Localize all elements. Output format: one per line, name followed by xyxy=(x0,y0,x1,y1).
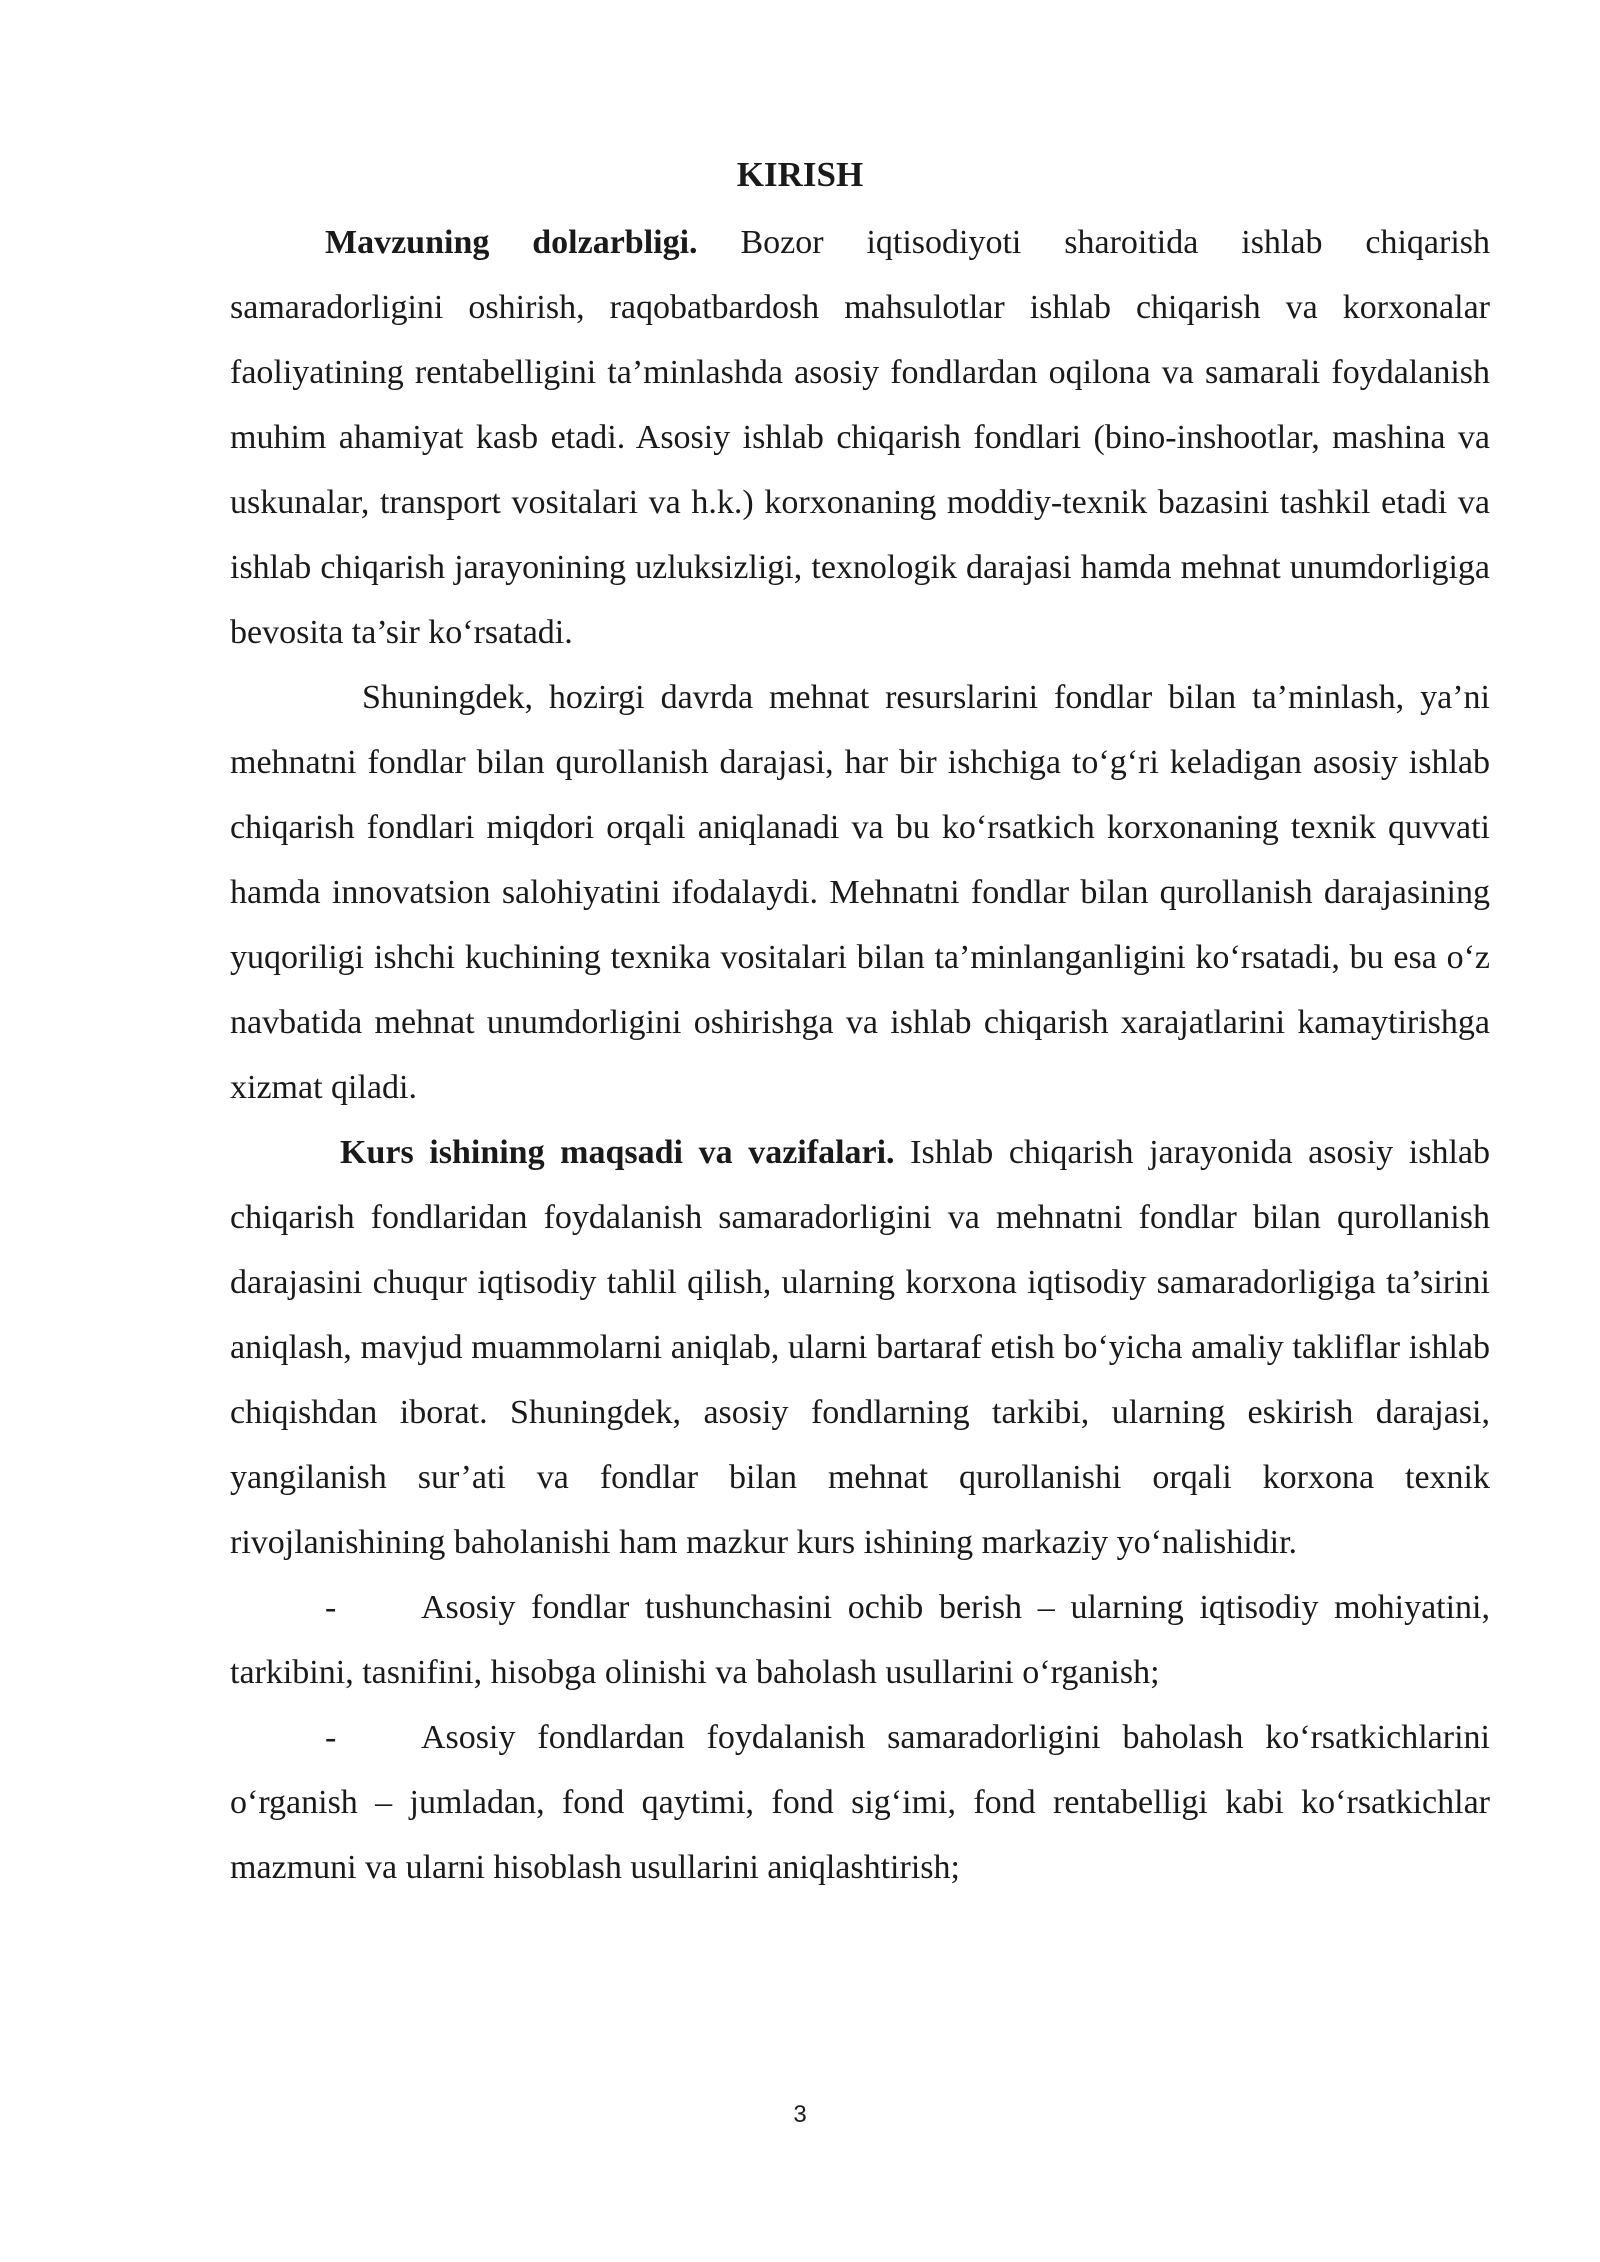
paragraph-relevance xyxy=(230,210,1490,665)
paragraph-text-relevance: Bozor iqtisodiyoti sharoitida ishlab chiqarish samaradorligini oshirish, raqobatbardosh mahsulotlar ishlab chiqarish va korxonalar faoliyatining rentabelligini ta’minlashda asosiy fondlardan oqilona va samarali foydalanish muhim ahamiyat kasb etadi. Asosiy ishlab chiqarish fondlari (bino-inshootlar, mashina va uskunalar, transport vositalari va h.k.) korxonaning moddiy-texnik bazasini tashkil etadi va ishlab chiqarish jarayonining uzluksizligi, texnologik darajasi hamda mehnat unumdorligiga bevosita ta’sir ko‘rsatadi. xyxy=(230,224,1490,651)
paragraph-text-goals: Ishlab chiqarish jarayonida asosiy ishlab chiqarish fondlaridan foydalanish samaradorligini va mehnatni fondlar bilan qurollanish darajasini chuqur iqtisodiy tahlil qilish, ularning korxona iqtisodiy samaradorligiga ta’sirini aniqlash, mavjud muammolarni aniqlab, ularni bartaraf etish bo‘yicha amaliy takliflar ishlab chiqishdan iborat. Shuningdek, asosiy fondlarning tarkibi, ularning eskirish darajasi, yangilanish sur’ati va fondlar bilan mehnat qurollanishi orqali korxona texnik rivojlanishining baholanishi ham mazkur kurs ishining markaziy yo‘nalishidir. xyxy=(230,1134,1491,1561)
list-item xyxy=(230,1705,1490,1900)
paragraph-lead-relevance: Mavzuning dolzarbligi. xyxy=(325,224,698,261)
body-text xyxy=(230,210,1490,1900)
page-number: 3 xyxy=(793,2101,807,2128)
list-item-text: Asosiy fondlar tushunchasini ochib berish – ularning iqtisodiy mohiyatini, tarkibini, tasnifini, hisobga olinishi va baholash usullarini o‘rganish; xyxy=(230,1589,1490,1691)
paragraph-labor-equipment xyxy=(230,665,1490,1120)
paragraph-text-labor-equipment: Shuningdek, hozirgi davrda mehnat resurslarini fondlar bilan ta’minlash, ya’ni mehnatni fondlar bilan qurollanish darajasi, har bir ishchiga to‘g‘ri keladigan asosiy ishlab chiqarish fondlari miqdori orqali aniqlanadi va bu ko‘rsatkich korxonaning texnik quvvati hamda innovatsion salohiyatini ifodalaydi. Mehnatni fondlar bilan qurollanish darajasining yuqoriligi ishchi kuchining texnika vositalari bilan ta’minlanganligini ko‘rsatadi, bu esa o‘z navbatida mehnat unumdorligini oshirishga va ishlab chiqarish xarajatlarini kamaytirishga xizmat qiladi. xyxy=(230,679,1490,1106)
paragraph-lead-goals: Kurs ishining maqsadi va vazifalari. xyxy=(340,1134,895,1171)
list-item xyxy=(230,1575,1490,1705)
list-item-text: Asosiy fondlardan foydalanish samaradorligini baholash ko‘rsatkichlarini o‘rganish – jumladan, fond qaytimi, fond sig‘imi, fond rentabelligi kabi ko‘rsatkichlar mazmuni va ularni hisoblash usullarini aniqlashtirish; xyxy=(230,1719,1490,1886)
list-item-marker: - xyxy=(325,1719,337,1756)
paragraph-goals xyxy=(230,1120,1490,1575)
list-item-marker: - xyxy=(325,1589,337,1626)
page-heading: KIRISH xyxy=(736,155,864,194)
